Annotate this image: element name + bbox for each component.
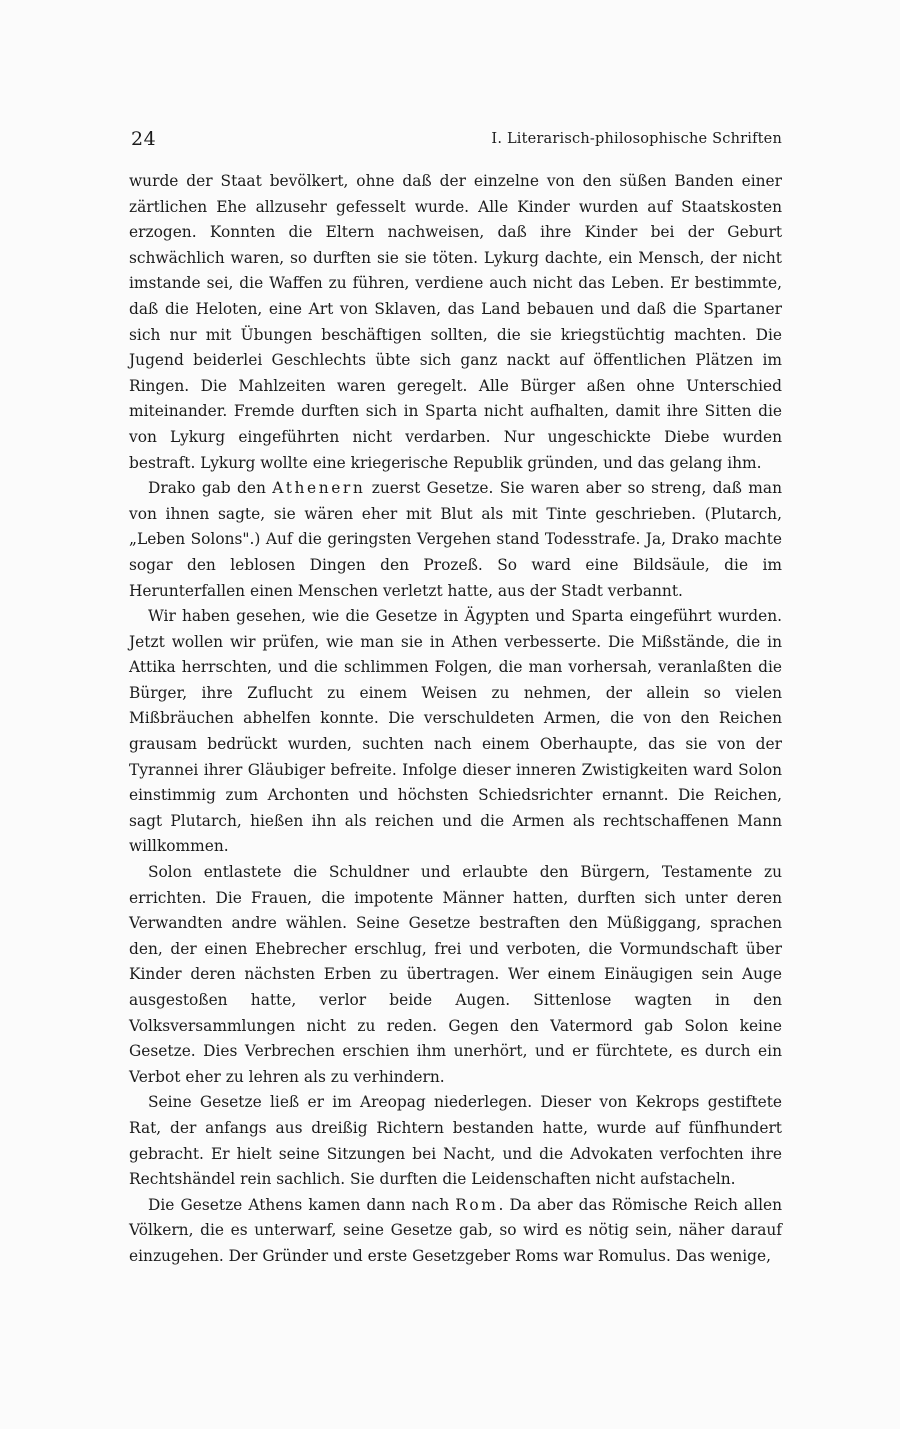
paragraph — [129, 169, 782, 476]
page-header — [129, 127, 782, 157]
paragraph-text: Drako gab den — [148, 479, 273, 498]
page-number: 24 — [131, 128, 157, 150]
paragraph — [129, 860, 782, 1090]
paragraph-text: zuerst Gesetze. Sie waren aber so streng, daß man von ihnen sagte, sie wären eher mit Blut als mit Tinte geschrieben. (Plutarch, „Leben Solons".) Auf die geringsten Vergehen stand Todesstrafe. Ja, Drako machte sogar den leblosen Dingen den Prozeß. So ward eine Bildsäule, die im Herunterfallen einen Menschen verletzt hatte, aus der Stadt verbannt. — [129, 479, 782, 600]
body-text — [129, 169, 782, 1270]
paragraph — [129, 476, 782, 604]
paragraph — [129, 1193, 782, 1270]
paragraph-text: Wir haben gesehen, wie die Gesetze in Ägypten und Sparta eingeführt wurden. Jetzt wollen wir prüfen, wie man sie in Athen verbesserte. Die Mißstände, die in Attika herrschten, und die schlimmen Folgen, die man vorhersah, veranlaßten die Bürger, ihre Zuflucht zu einem Weisen zu nehmen, der allein so vielen Mißbräuchen abhelfen konnte. Die verschuldeten Armen, die von den Reichen grausam bedrückt wurden, suchten nach einem Oberhaupte, das sie von der Tyrannei ihrer Gläubiger befreite. Infolge dieser inneren Zwistigkeiten ward Solon einstimmig zum Archonten und höchsten Schiedsrichter ernannt. Die Reichen, sagt Plutarch, hießen ihn als reichen und die Armen als rechtschaffenen Mann willkommen. — [129, 607, 782, 856]
spaced-word: Rom — [455, 1195, 499, 1214]
paragraph-text: . Da aber das Römische Reich allen Völkern, die es unterwarf, seine Gesetze gab, so wird es nötig sein, näher darauf einzugehen. Der Gründer und erste Gesetzgeber Roms war Romulus. Das wenige, — [129, 1195, 783, 1265]
paragraph — [129, 604, 782, 860]
spaced-word: Athenern — [272, 479, 366, 498]
paragraph-text: Solon entlastete die Schuldner und erlaubte den Bürgern, Testamente zu errichten. Die Frauen, die impotente Männer hatten, durften sich unter deren Verwandten andre wählen. Seine Gesetze bestraften den Müßiggang, sprachen den, der einen Ehebrecher erschlug, frei und verboten, die Vormundschaft über Kinder deren nächsten Erben zu übertragen. Wer einem Einäugigen sein Auge ausgestoßen hatte, verlor beide Augen. Sittenlose wagten in den Volksversammlungen nicht zu reden. Gegen den Vatermord gab Solon keine Gesetze. Dies Verbrechen erschien ihm unerhört, und er fürchtete, es durch ein Verbot eher zu lehren als zu verhindern. — [129, 863, 782, 1086]
running-head: I. Literarisch-philosophische Schriften — [491, 131, 782, 147]
paragraph — [129, 1090, 782, 1192]
paragraph-text: Seine Gesetze ließ er im Areopag niederlegen. Dieser von Kekrops gestiftete Rat, der anfangs aus dreißig Richtern bestanden hatte, wurde auf fünfhundert gebracht. Er hielt seine Sitzungen bei Nacht, und die Advokaten verfochten ihre Rechtshändel rein sachlich. Sie durften die Leidenschaften nicht aufstacheln. — [129, 1093, 782, 1189]
paragraph-text: wurde der Staat bevölkert, ohne daß der einzelne von den süßen Banden einer zärtlichen Ehe allzusehr gefesselt wurde. Alle Kinder wurden auf Staatskosten erzogen. Konnten die Eltern nachweisen, daß ihre Kinder bei der Geburt schwächlich waren, so durften sie sie töten. Lykurg dachte, ein Mensch, der nicht imstande sei, die Waffen zu führen, verdiene auch nicht das Leben. Er bestimmte, daß die Heloten, eine Art von Sklaven, das Land bebauen und daß die Spartaner sich nur mit Übungen beschäftigen sollten, die sie kriegstüchtig machten. Die Jugend beiderlei Geschlechts übte sich ganz nackt auf öffentlichen Plätzen im Ringen. Die Mahlzeiten waren geregelt. Alle Bürger aßen ohne Unterschied miteinander. Fremde durften sich in Sparta nicht aufhalten, damit ihre Sitten die von Lykurg eingeführten nicht verdarben. Nur ungeschickte Diebe wurden bestraft. Lykurg wollte eine kriegerische Republik gründen, und das gelang ihm. — [129, 172, 782, 472]
paragraph-text: Die Gesetze Athens kamen dann nach — [148, 1195, 456, 1214]
